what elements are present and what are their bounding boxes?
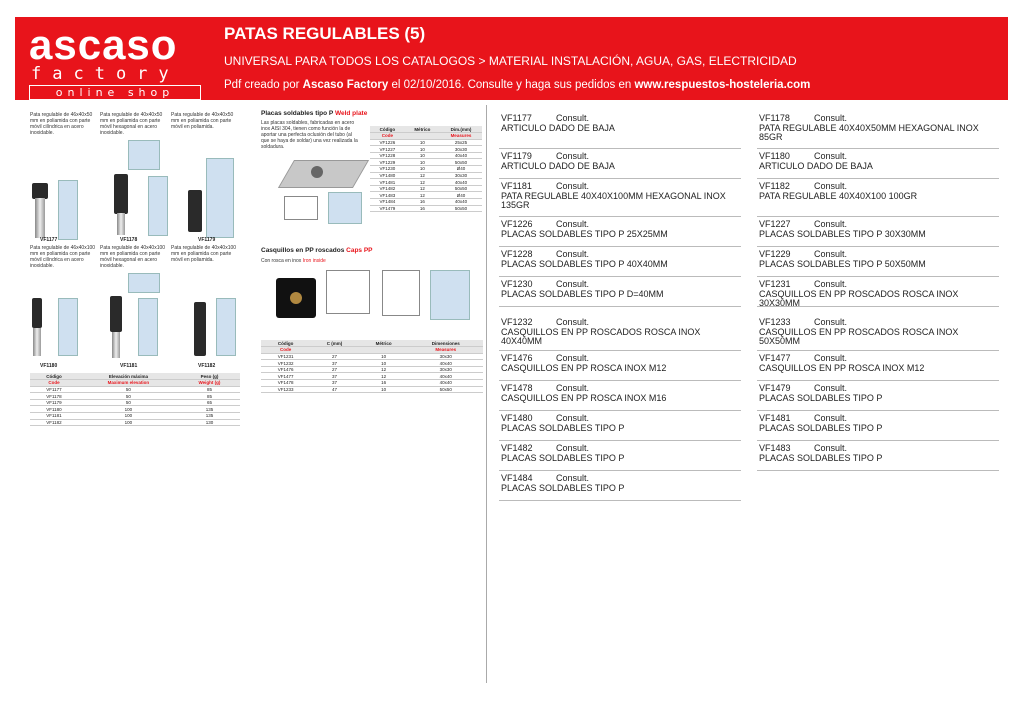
weld-cell: Ø40 [440,192,482,199]
product-item[interactable] [757,383,999,411]
legs-cell: VF1182 [30,419,78,426]
weld-row [370,192,482,199]
product-code: VF1180 [759,151,790,161]
product-code: VF1476 [501,353,533,363]
weld-cell: 12 [405,192,440,199]
caps-cell: 37 [310,373,359,380]
leg-vf1178-head [114,174,128,214]
product-code: VF1483 [759,443,791,453]
weld-col-code: Código [370,126,405,133]
pdf-info [224,79,810,91]
product-code: VF1228 [501,249,533,259]
weld-cell: 12 [405,179,440,186]
product-code: VF1181 [501,181,532,191]
breadcrumb: UNIVERSAL PARA TODOS LOS CATALOGOS > MATERIAL INSTALACIÓN, AGUA, GAS, ELECTRICIDAD [224,54,797,68]
product-item[interactable] [499,353,741,381]
product-description: CASQUILLOS EN PP ROSCA INOX M16 [501,393,667,403]
caps-cell: 16 [359,380,409,387]
weld-cell: VF1479 [370,205,405,212]
weld-plate-drawing-side [284,196,318,220]
weld-cell: 30x30 [440,172,482,179]
weld-row [370,139,482,146]
caps-title: Casquillos en PP roscados Caps PP [261,247,373,254]
logo-subtitle: factory [31,64,180,84]
caps-cell: 10 [359,386,409,393]
leg-vf1177-head [32,183,48,199]
weld-cell: 50x50 [440,185,482,192]
leg-vf1181-head [110,296,122,332]
legs-col-elev: Elevación máxima [78,373,179,380]
pdf-info-url[interactable]: www.respuestos-hosteleria.com [634,79,811,91]
product-code: VF1179 [501,151,532,161]
product-description: PLACAS SOLDABLES TIPO P [501,453,625,463]
caps-col-dim-en: Measures [408,347,483,354]
weld-cell: VF1480 [370,172,405,179]
product-price: Consult. [814,413,848,423]
product-description: PLACAS SOLDABLES TIPO P 50X50MM [759,259,926,269]
product-code: VF1229 [759,249,791,259]
legs-row [30,413,240,420]
weld-plate-desc: Las placas soldables, fabricadas en acero inox AISI 304, tienen como función la de aportar una perfecta oclusión del tubo (al que se haya de soldar) una vez realizada la soldadura. [261,120,358,150]
product-code: VF1480 [501,413,533,423]
legs-cell: VF1179 [30,399,78,406]
leg-vf1177-stem [35,198,45,238]
legs-cell: 50 [78,386,179,393]
product-item[interactable] [499,151,741,179]
product-price: Consult. [556,113,590,123]
weld-plate-table [370,126,482,212]
product-item[interactable] [499,279,741,307]
caps-col-metric-en [359,347,409,354]
product-price: Consult. [556,317,590,327]
weld-cell: 30x30 [440,146,482,153]
leg-vf1177-drawing [58,180,78,240]
weld-cell: VF1226 [370,139,405,146]
caps-col-metric: Métrico [359,340,409,347]
product-item[interactable] [757,219,999,247]
weld-cell: VF1229 [370,159,405,166]
weld-cell: 25x25 [440,139,482,146]
legs-cell: VF1177 [30,386,78,393]
weld-row [370,159,482,166]
caps-row [261,373,483,380]
product-item[interactable] [757,249,999,277]
weld-row [370,172,482,179]
product-item[interactable] [757,353,999,381]
leg-drawing-top-2 [128,273,160,293]
product-code: VF1481 [759,413,791,423]
product-code: VF1178 [759,113,790,123]
leg-desc-2: Pata regulable de 40x40x50 mm en poliamida con parte móvil hexagonal en acero inoxidable. [100,112,163,136]
product-description: CASQUILLOS EN PP ROSCA INOX M12 [759,363,925,373]
product-item[interactable] [499,181,741,217]
product-price: Consult. [814,249,848,259]
legs-cell: 50 [78,399,179,406]
leg-vf1182-body [194,302,206,356]
legs-cell: 85 [179,386,240,393]
logo-wordmark: ascaso [29,21,178,68]
caps-cell: VF1476 [261,366,310,373]
product-price: Consult. [556,413,590,423]
legs-col-code-en: Code [30,380,78,387]
column-divider [486,105,487,683]
legs-cell: 135 [179,406,240,413]
caps-desc: Con rosca en inox Iron inside [261,258,326,264]
caps-col-code-en: Code [261,347,310,354]
weld-cell: 12 [405,185,440,192]
brand-logo[interactable] [15,17,213,100]
legs-row [30,406,240,413]
product-price: Consult. [814,353,848,363]
product-price: Consult. [814,383,848,393]
caps-row [261,360,483,367]
product-description: ARTICULO DADO DE BAJA [759,161,873,171]
weld-cell: 40x40 [440,179,482,186]
product-description: CASQUILLOS EN PP ROSCADOS ROSCA INOX 40X40MM [501,327,701,346]
product-description: PLACAS SOLDABLES TIPO P [759,393,883,403]
legs-col-code: Código [30,373,78,380]
caps-col-dim: Dimensiones [408,340,483,347]
product-code: VF1484 [501,473,533,483]
product-price: Consult. [556,279,590,289]
product-item[interactable] [499,219,741,247]
leg-label-4: VF1180 [40,363,58,369]
weld-plate-title: Placas soldables tipo P Weld plate [261,110,368,117]
caps-row [261,386,483,393]
leg-vf1180-stem [33,328,41,356]
caps-cell: VF1233 [261,386,310,393]
product-description: PLACAS SOLDABLES TIPO P [759,453,883,463]
product-code: VF1479 [759,383,791,393]
weld-cell: VF1227 [370,146,405,153]
caps-cell: 47 [310,386,359,393]
product-price: Consult. [556,219,590,229]
product-price: Consult. [556,383,590,393]
leg-vf1181-stem [112,332,120,358]
legs-cell: 100 [78,406,179,413]
weld-cell: 10 [405,166,440,173]
legs-col-weight-en: Weight (g) [179,380,240,387]
legs-cell: 65 [179,399,240,406]
weld-cell: 10 [405,152,440,159]
weld-plate-hole [311,166,323,178]
product-code: VF1182 [759,181,790,191]
product-description: CASQUILLOS EN PP ROSCADOS ROSCA INOX 30X30MM [759,289,959,308]
caps-cell: VF1477 [261,373,310,380]
product-code: VF1478 [501,383,533,393]
legs-cell: 50 [78,393,179,400]
caps-row [261,380,483,387]
product-description: PLACAS SOLDABLES TIPO P D=40MM [501,289,664,299]
legs-cell: 100 [78,413,179,420]
product-code: VF1482 [501,443,533,453]
leg-desc-4: Pata regulable de 46x40x100 mm en poliamida con parte móvil cilíndrica en acero inoxidable. [30,245,96,269]
product-description: PATA REGULABLE 40X40X100MM HEXAGONAL INOX 135GR [501,191,726,210]
product-description: ARTICULO DADO DE BAJA [501,161,615,171]
caps-col-c-en [310,347,359,354]
product-item[interactable] [757,151,999,179]
product-description: PLACAS SOLDABLES TIPO P [501,483,625,493]
caps-table [261,340,483,393]
leg-desc-1: Pata regulable de 46x40x50 mm en poliamida con parte móvil cilíndrica en acero inoxidable. [30,112,93,136]
weld-row [370,205,482,212]
leg-label-6: VF1182 [198,363,216,369]
weld-cell: 50x50 [440,159,482,166]
leg-vf1178-stem [117,213,125,235]
weld-plate-drawing-top [328,192,362,224]
product-description: PLACAS SOLDABLES TIPO P 25X25MM [501,229,668,239]
product-price: Consult. [556,151,590,161]
product-description: PLACAS SOLDABLES TIPO P 40X40MM [501,259,668,269]
caps-cell: 40x40 [408,380,483,387]
weld-cell: 16 [405,199,440,206]
caps-cell: 30x30 [408,353,483,360]
leg-drawing-top [128,140,160,170]
product-code: VF1177 [501,113,532,123]
weld-plate-photo [278,160,369,188]
product-item[interactable] [757,113,999,149]
caps-cell: VF1231 [261,353,310,360]
legs-cell: VF1178 [30,393,78,400]
caps-cell: 37 [310,360,359,367]
product-code: VF1226 [501,219,533,229]
caps-col-c: C (mm) [310,340,359,347]
product-price: Consult. [814,443,848,453]
pdf-info-brand: Ascaso Factory [302,79,389,91]
legs-col-weight: Peso (g) [179,373,240,380]
legs-cell: 135 [179,413,240,420]
weld-cell: 40x40 [440,152,482,159]
product-price: Consult. [556,181,590,191]
caps-cell: VF1478 [261,380,310,387]
legs-cell: 130 [179,419,240,426]
weld-cell: VF1481 [370,179,405,186]
caps-cell: VF1232 [261,360,310,367]
product-code: VF1230 [501,279,533,289]
product-description: PATA REGULABLE 40X40X100 100GR [759,191,918,201]
catalog-image [28,108,485,438]
product-item[interactable] [499,473,741,501]
product-item[interactable] [499,113,741,149]
leg-desc-6: Pata regulable de 40x40x100 mm en poliamida con parte móvil en poliamida. [171,245,237,263]
legs-cell: 100 [78,419,179,426]
cap-drawing-top [326,270,370,314]
product-description: PLACAS SOLDABLES TIPO P [501,423,625,433]
legs-row [30,386,240,393]
product-code: VF1231 [759,279,791,289]
product-price: Consult. [814,181,848,191]
caps-cell: 10 [359,360,409,367]
weld-row [370,199,482,206]
leg-label-3: VF1179 [198,237,216,243]
leg-label-2: VF1178 [120,237,138,243]
weld-col-dim: Dim.(mm) [440,126,482,133]
weld-cell: 10 [405,146,440,153]
product-item[interactable] [499,383,741,411]
leg-label-1: VF1177 [40,237,58,243]
leg-vf1182-drawing [216,298,236,356]
legs-spec-table [30,373,240,426]
caps-cell: 50x50 [408,386,483,393]
product-description: ARTICULO DADO DE BAJA [501,123,615,133]
weld-cell: 10 [405,139,440,146]
weld-cell: VF1483 [370,192,405,199]
product-item[interactable] [757,181,999,217]
caps-row [261,353,483,360]
product-description: PLACAS SOLDABLES TIPO P [759,423,883,433]
weld-cell: 16 [405,205,440,212]
caps-cell: 27 [310,353,359,360]
product-item[interactable] [499,249,741,277]
leg-desc-3: Pata regulable de 40x40x50 mm en poliamida con parte móvil en poliamida. [171,112,234,130]
product-price: Consult. [556,443,590,453]
caps-row [261,366,483,373]
leg-drawing-side [206,158,234,238]
weld-row [370,146,482,153]
legs-cell: VF1181 [30,413,78,420]
weld-col-dim-en: Measures [440,133,482,140]
leg-vf1180-drawing [58,298,78,356]
legs-cell: VF1180 [30,406,78,413]
weld-cell: 12 [405,172,440,179]
product-price: Consult. [556,353,590,363]
page-title: PATAS REGULABLES (5) [224,24,426,43]
legs-row [30,393,240,400]
weld-cell: 40x40 [440,199,482,206]
weld-cell: VF1228 [370,152,405,159]
weld-col-metric-en [405,133,440,140]
product-code: VF1227 [759,219,791,229]
caps-col-code: Código [261,340,310,347]
weld-cell: VF1484 [370,199,405,206]
legs-row [30,419,240,426]
product-item[interactable] [499,413,741,441]
product-code: VF1233 [759,317,791,327]
product-item[interactable] [757,443,999,471]
product-description: PLACAS SOLDABLES TIPO P 30X30MM [759,229,926,239]
caps-cell: 30x30 [408,366,483,373]
cap-drawing-section [430,270,470,320]
weld-row [370,166,482,173]
product-price: Consult. [556,473,590,483]
caps-cell: 12 [359,366,409,373]
leg-vf1178-drawing [148,176,168,236]
weld-row [370,185,482,192]
pdf-info-prefix: Pdf creado por [224,79,303,91]
caps-cell: 40x40 [408,373,483,380]
product-item[interactable] [757,413,999,441]
page-header [15,17,1008,100]
cap-thread [290,292,302,304]
legs-row [30,399,240,406]
product-price: Consult. [814,113,848,123]
caps-cell: 27 [310,366,359,373]
product-price: Consult. [556,249,590,259]
leg-vf1179-body [188,190,202,232]
legs-cell: 85 [179,393,240,400]
caps-cell: 10 [359,353,409,360]
weld-cell: Ø40 [440,166,482,173]
weld-cell: 10 [405,159,440,166]
weld-cell: 50x50 [440,205,482,212]
leg-vf1181-drawing [138,298,158,356]
product-item[interactable] [499,443,741,471]
product-price: Consult. [814,279,848,289]
product-price: Consult. [814,219,848,229]
leg-desc-5: Pata regulable de 40x40x100 mm en poliamida con parte móvil hexagonal en acero inoxidable. [100,245,166,269]
weld-cell: VF1482 [370,185,405,192]
product-description: PATA REGULABLE 40X40X50MM HEXAGONAL INOX 85GR [759,123,979,142]
product-item[interactable] [757,279,999,307]
weld-row [370,179,482,186]
weld-row [370,152,482,159]
leg-vf1180-head [32,298,42,328]
weld-cell: VF1230 [370,166,405,173]
logo-shop-tag: online shop [29,85,201,100]
product-price: Consult. [814,317,848,327]
product-price: Consult. [814,151,848,161]
caps-cell: 40x40 [408,360,483,367]
product-description: CASQUILLOS EN PP ROSCA INOX M12 [501,363,667,373]
legs-col-elev-en: Maximum elevation [78,380,179,387]
leg-label-5: VF1181 [120,363,138,369]
weld-col-metric: Métrico [405,126,440,133]
product-description: CASQUILLOS EN PP ROSCADOS ROSCA INOX 50X50MM [759,327,959,346]
pdf-info-middle: el 02/10/2016. Consulte y haga sus pedidos en [388,79,635,91]
cap-drawing-side [382,270,420,316]
product-item[interactable] [757,317,999,351]
caps-cell: 12 [359,373,409,380]
product-item[interactable] [499,317,741,351]
product-code: VF1477 [759,353,791,363]
caps-cell: 37 [310,380,359,387]
weld-col-code-en: Code [370,133,405,140]
product-code: VF1232 [501,317,533,327]
